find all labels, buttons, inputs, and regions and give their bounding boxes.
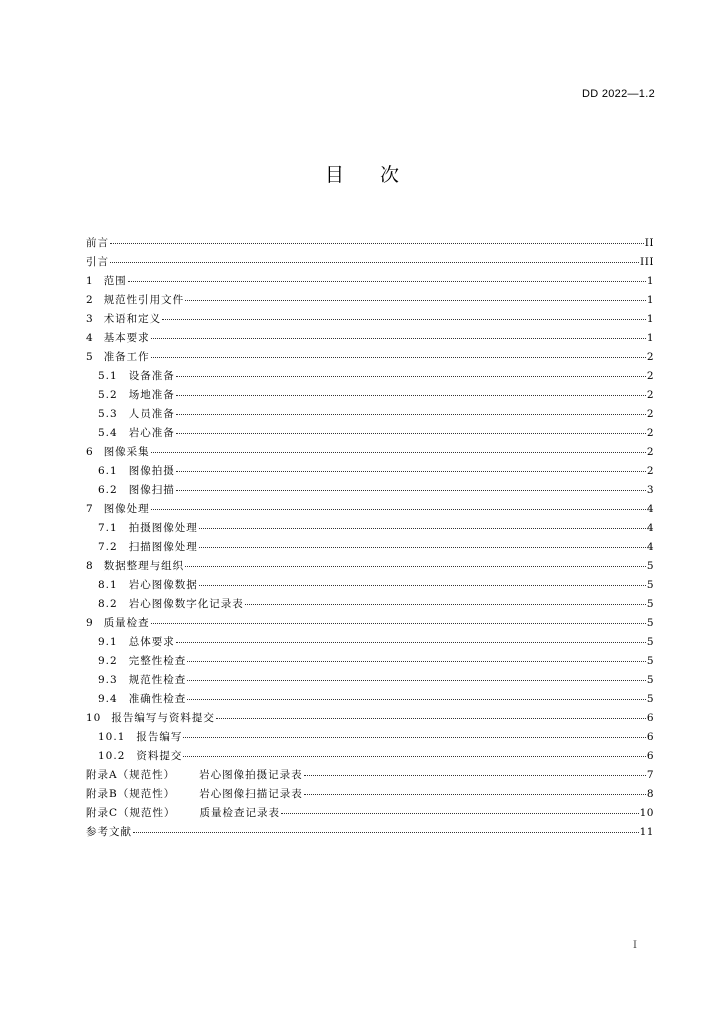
toc-dot-leader — [176, 490, 646, 491]
page-number: I — [633, 940, 637, 951]
toc-page-number: 1 — [646, 275, 654, 287]
toc-dot-leader — [151, 623, 646, 624]
toc-page-number: 7 — [646, 769, 654, 781]
toc-entry-label: 报告编写与资料提交 — [111, 712, 215, 724]
toc-entry-label: 质量检查记录表 — [199, 807, 281, 819]
toc-dot-leader — [110, 243, 644, 244]
toc-entry-label: 数据整理与组织 — [103, 560, 185, 572]
toc-subsection-entry[interactable] — [86, 595, 654, 614]
toc-entry[interactable] — [86, 310, 654, 329]
toc-page-number: 11 — [639, 826, 654, 838]
toc-entry-label: 总体要求 — [128, 636, 175, 648]
toc-entry-number: 10 — [86, 712, 102, 724]
toc-appendix-entry[interactable] — [86, 785, 654, 804]
toc-entry-number: 4 — [86, 332, 94, 344]
toc-subsection-entry[interactable] — [86, 405, 654, 424]
toc-dot-leader — [187, 661, 646, 662]
toc-dot-leader — [176, 433, 646, 434]
toc-dot-leader — [185, 300, 646, 301]
toc-page-number: 4 — [646, 541, 654, 553]
toc-entry-number: 5.4 — [98, 427, 118, 439]
toc-page-number: 1 — [646, 332, 654, 344]
toc-page-number: 2 — [646, 408, 654, 420]
toc-entry[interactable] — [86, 272, 654, 291]
toc-entry-label: 拍摄图像处理 — [128, 522, 198, 534]
toc-subsection-entry[interactable] — [86, 538, 654, 557]
toc-entry-label: 图像处理 — [103, 503, 150, 515]
toc-entry-number: 1 — [86, 275, 94, 287]
toc-page-number: 4 — [646, 503, 654, 515]
toc-subsection-entry[interactable] — [86, 462, 654, 481]
toc-page-number: 2 — [646, 446, 654, 458]
toc-entry-label: 岩心图像扫描记录表 — [199, 788, 303, 800]
toc-entry-label: 岩心准备 — [128, 427, 175, 439]
toc-page-number: 2 — [646, 370, 654, 382]
toc-dot-leader — [199, 547, 646, 548]
toc-entry-label: 准确性检查 — [128, 693, 187, 705]
toc-entry-label: 岩心图像数据 — [128, 579, 198, 591]
toc-entry[interactable] — [86, 443, 654, 462]
toc-entry[interactable] — [86, 614, 654, 633]
toc-entry-label: 场地准备 — [128, 389, 175, 401]
toc-dot-leader — [162, 319, 646, 320]
toc-page-number: 8 — [646, 788, 654, 800]
toc-dot-leader — [151, 509, 646, 510]
toc-page-number: 5 — [646, 636, 654, 648]
toc-dot-leader — [304, 794, 646, 795]
toc-entry-number: 10.1 — [98, 731, 126, 743]
toc-entry-label: 术语和定义 — [103, 313, 162, 325]
toc-dot-leader — [151, 452, 646, 453]
toc-entry-label: 设备准备 — [128, 370, 175, 382]
toc-entry-number: 附录B（规范性） — [86, 788, 176, 800]
toc-entry-number: 7 — [86, 503, 94, 515]
toc-entry-number: 附录A（规范性） — [86, 769, 176, 781]
toc-dot-leader — [151, 338, 646, 339]
toc-entry[interactable] — [86, 348, 654, 367]
toc-dot-leader — [176, 376, 646, 377]
toc-subsection-entry[interactable] — [86, 576, 654, 595]
toc-page-number: 2 — [646, 389, 654, 401]
toc-dot-leader — [151, 357, 646, 358]
toc-subsection-entry[interactable] — [86, 386, 654, 405]
toc-entry-label: 报告编写 — [136, 731, 183, 743]
toc-entry-number: 2 — [86, 294, 94, 306]
toc-entry[interactable] — [86, 823, 654, 842]
toc-entry-number: 8 — [86, 560, 94, 572]
toc-dot-leader — [199, 528, 646, 529]
toc-page-number: 5 — [646, 693, 654, 705]
toc-entry-label: 岩心图像数字化记录表 — [128, 598, 244, 610]
toc-entry-label: 范围 — [103, 275, 127, 287]
toc-entry-number: 6.1 — [98, 465, 118, 477]
toc-entry-label: 规范性引用文件 — [103, 294, 185, 306]
toc-title: 目次 — [324, 164, 435, 186]
toc-entry-label: 岩心图像拍摄记录表 — [199, 769, 303, 781]
toc-entry-number: 10.2 — [98, 750, 126, 762]
toc-entry-label: 图像扫描 — [128, 484, 175, 496]
toc-entry[interactable] — [86, 329, 654, 348]
toc-entry-label: 基本要求 — [103, 332, 150, 344]
toc-subsection-entry[interactable] — [86, 481, 654, 500]
toc-entry-number: 附录C（规范性） — [86, 807, 176, 819]
toc-page-number: III — [640, 256, 654, 268]
toc-subsection-entry[interactable] — [86, 367, 654, 386]
toc-entry-number: 5.2 — [98, 389, 118, 401]
toc-entry-number: 5 — [86, 351, 94, 363]
toc-page-number: 1 — [646, 294, 654, 306]
toc-entry-number: 8.2 — [98, 598, 118, 610]
toc-dot-leader — [185, 566, 646, 567]
toc-page-number: 2 — [646, 465, 654, 477]
toc-page-number: 3 — [646, 484, 654, 496]
toc-entry-number: 7.2 — [98, 541, 118, 553]
toc-entry-label: 资料提交 — [136, 750, 183, 762]
toc-entry[interactable] — [86, 500, 654, 519]
toc-page-number: 6 — [646, 712, 654, 724]
toc-subsection-entry[interactable] — [86, 424, 654, 443]
toc-entry-number: 7.1 — [98, 522, 118, 534]
toc-dot-leader — [183, 737, 645, 738]
toc-appendix-entry[interactable] — [86, 804, 654, 823]
toc-entry-label: 质量检查 — [103, 617, 150, 629]
toc-page-number: 5 — [646, 560, 654, 572]
toc-dot-leader — [216, 718, 646, 719]
toc-entry-number: 5.1 — [98, 370, 118, 382]
toc-entry-number: 8.1 — [98, 579, 118, 591]
toc-subsection-entry[interactable] — [86, 747, 654, 766]
toc-entry-number: 3 — [86, 313, 94, 325]
toc-page-number: 6 — [646, 731, 654, 743]
toc-entry[interactable] — [86, 291, 654, 310]
toc-dot-leader — [176, 471, 646, 472]
toc-entry-number: 9.2 — [98, 655, 118, 667]
toc-page-number: II — [644, 237, 654, 249]
toc-entry[interactable] — [86, 234, 654, 253]
toc-dot-leader — [176, 414, 646, 415]
toc-page-number: 5 — [646, 617, 654, 629]
toc-entry-label: 图像拍摄 — [128, 465, 175, 477]
toc-page-number: 5 — [646, 579, 654, 591]
toc-appendix-entry[interactable] — [86, 766, 654, 785]
toc-subsection-entry[interactable] — [86, 690, 654, 709]
toc-dot-leader — [281, 813, 639, 814]
toc-dot-leader — [176, 642, 646, 643]
toc-subsection-entry[interactable] — [86, 728, 654, 747]
toc-page-number: 6 — [646, 750, 654, 762]
toc-entry-label: 准备工作 — [103, 351, 150, 363]
toc-dot-leader — [304, 775, 646, 776]
toc-entry[interactable] — [86, 253, 654, 272]
toc-entry-label: 前言 — [86, 237, 109, 249]
toc-entry-label: 图像采集 — [103, 446, 150, 458]
document-code: DD 2022—1.2 — [581, 88, 655, 100]
toc-page-number: 1 — [646, 313, 654, 325]
toc-entry-number: 9.3 — [98, 674, 118, 686]
toc-entry-number: 9 — [86, 617, 94, 629]
toc-dot-leader — [183, 756, 645, 757]
toc-entry-number: 6.2 — [98, 484, 118, 496]
toc-entry-number: 9.1 — [98, 636, 118, 648]
toc-entry-number: 5.3 — [98, 408, 118, 420]
toc-page-number: 5 — [646, 655, 654, 667]
toc-dot-leader — [245, 604, 646, 605]
toc-subsection-entry[interactable] — [86, 652, 654, 671]
toc-page-number: 10 — [639, 807, 654, 819]
toc-dot-leader — [187, 680, 646, 681]
toc-page-number: 5 — [646, 674, 654, 686]
toc-entry[interactable] — [86, 557, 654, 576]
toc-dot-leader — [176, 395, 646, 396]
toc-entry-label: 人员准备 — [128, 408, 175, 420]
toc-entry-number: 6 — [86, 446, 94, 458]
toc-subsection-entry[interactable] — [86, 633, 654, 652]
table-of-contents — [86, 234, 654, 842]
toc-dot-leader — [110, 262, 639, 263]
toc-page-number: 5 — [646, 598, 654, 610]
toc-dot-leader — [199, 585, 646, 586]
toc-entry-label: 扫描图像处理 — [128, 541, 198, 553]
toc-subsection-entry[interactable] — [86, 671, 654, 690]
toc-entry-label: 引言 — [86, 256, 109, 268]
toc-entry-number: 9.4 — [98, 693, 118, 705]
toc-dot-leader — [128, 281, 646, 282]
toc-dot-leader — [187, 699, 646, 700]
toc-entry-label: 完整性检查 — [128, 655, 187, 667]
toc-entry-label: 参考文献 — [86, 826, 132, 838]
toc-entry-label: 规范性检查 — [128, 674, 187, 686]
toc-entry[interactable] — [86, 709, 654, 728]
toc-subsection-entry[interactable] — [86, 519, 654, 538]
toc-page-number: 2 — [646, 351, 654, 363]
toc-dot-leader — [133, 832, 639, 833]
toc-page-number: 2 — [646, 427, 654, 439]
toc-page-number: 4 — [646, 522, 654, 534]
